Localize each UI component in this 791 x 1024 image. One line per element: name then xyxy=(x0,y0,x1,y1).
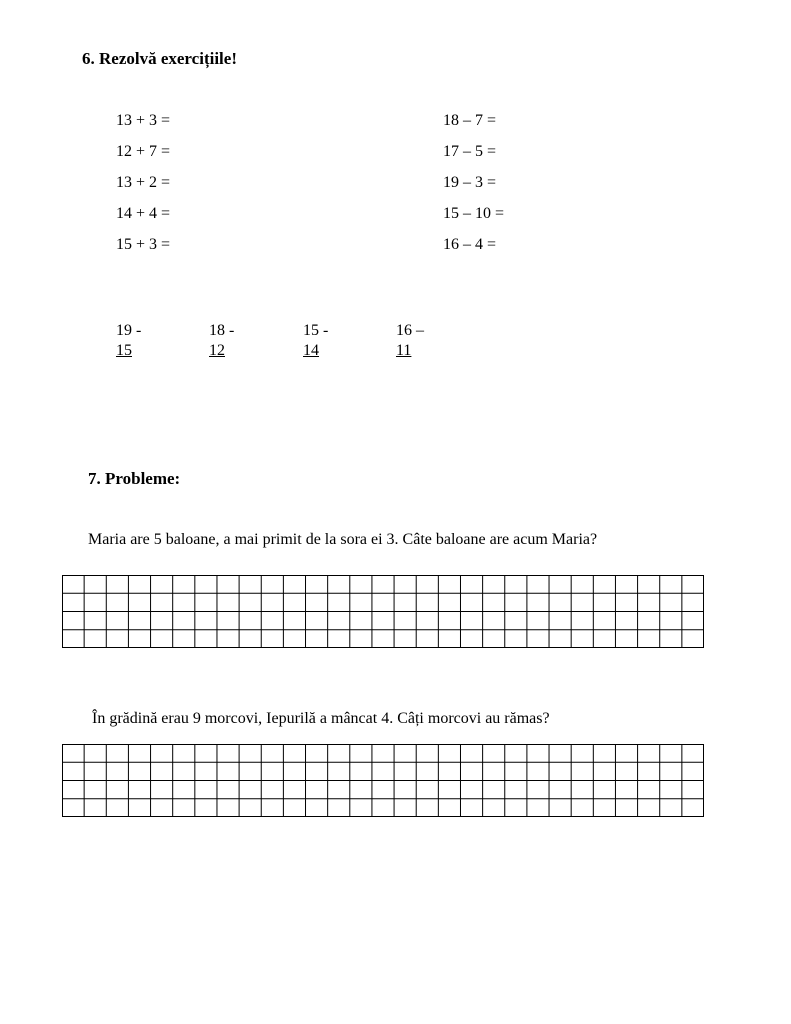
vertical-subtraction-1 xyxy=(116,321,141,361)
vertical-top: 15 - xyxy=(303,322,329,339)
subtraction-item-1: 18 – 7 = xyxy=(443,112,497,129)
addition-item-3: 13 + 2 = xyxy=(116,174,171,191)
answer-grid-1[interactable] xyxy=(62,575,704,648)
subtraction-item-5: 16 – 4 = xyxy=(443,236,497,253)
problem-2-text: În grădină erau 9 morcovi, Iepurilă a mâncat 4. Câți morcovi au rămas? xyxy=(92,710,550,727)
subtraction-item-2: 17 – 5 = xyxy=(443,143,497,160)
vertical-bottom: 11 xyxy=(396,342,412,359)
vertical-subtraction-3 xyxy=(303,321,328,361)
addition-item-4: 14 + 4 = xyxy=(116,205,171,222)
problem-1-text: Maria are 5 baloane, a mai primit de la sora ei 3. Câte baloane are acum Maria? xyxy=(88,531,598,548)
vertical-bottom: 14 xyxy=(303,342,319,359)
vertical-subtraction-4 xyxy=(396,321,424,361)
subtraction-item-3: 19 – 3 = xyxy=(443,174,497,191)
vertical-top: 19 - xyxy=(116,322,142,339)
answer-grid-2[interactable] xyxy=(62,744,704,817)
subtraction-item-4: 15 – 10 = xyxy=(443,205,505,222)
exercise-7-title: 7. Probleme: xyxy=(88,469,181,488)
exercise-6-title: 6. Rezolvă exercițiile! xyxy=(82,49,237,68)
vertical-top: 18 - xyxy=(209,322,235,339)
vertical-top: 16 – xyxy=(396,322,424,339)
addition-item-5: 15 + 3 = xyxy=(116,236,171,253)
addition-item-2: 12 + 7 = xyxy=(116,143,171,160)
addition-item-1: 13 + 3 = xyxy=(116,112,171,129)
vertical-bottom: 15 xyxy=(116,342,132,359)
vertical-subtraction-2 xyxy=(209,321,234,361)
subtraction-column xyxy=(443,111,504,266)
addition-column xyxy=(116,111,170,266)
vertical-bottom: 12 xyxy=(209,342,225,359)
